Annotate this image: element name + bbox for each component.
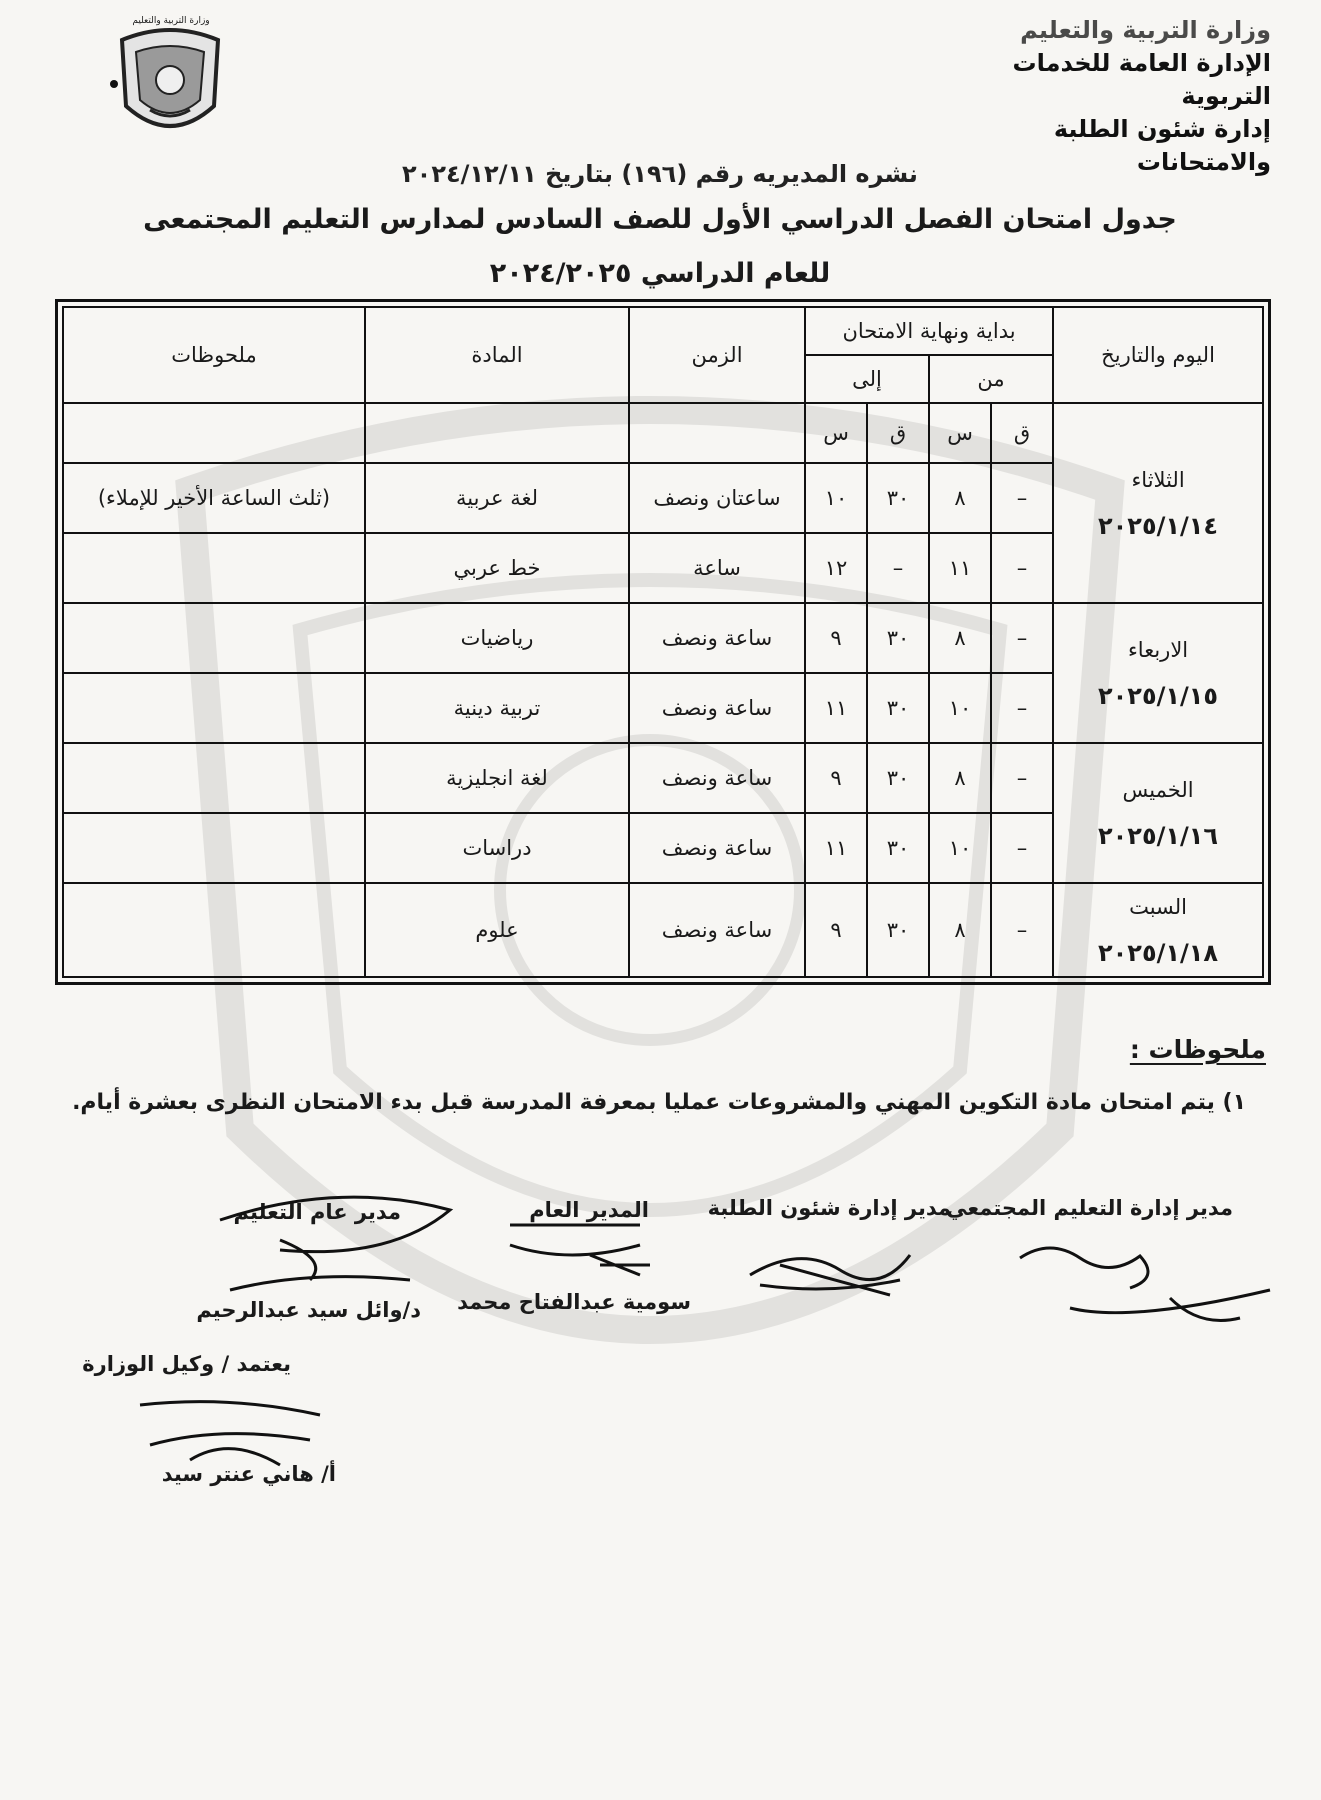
from-minute: – bbox=[991, 603, 1053, 673]
to-hour: ١٢ bbox=[805, 533, 867, 603]
from-minute: – bbox=[991, 813, 1053, 883]
subject-cell: علوم bbox=[365, 883, 629, 977]
note-cell bbox=[63, 883, 365, 977]
subject-cell: لغة عربية bbox=[365, 463, 629, 533]
affairs-director-signature bbox=[740, 1225, 920, 1305]
community-director-signature bbox=[1010, 1228, 1280, 1338]
day-cell bbox=[1053, 883, 1263, 977]
community-director-label: مدير إدارة التعليم المجتمعي bbox=[946, 1196, 1233, 1220]
subject-cell: تربية دينية bbox=[365, 673, 629, 743]
day-date: ٢٠٢٥/١/١٥ bbox=[1098, 682, 1219, 710]
gm-education-name: د/وائل سيد عبدالرحيم bbox=[196, 1298, 421, 1322]
day-date: ٢٠٢٥/١/١٨ bbox=[1098, 939, 1219, 967]
decree-line: نشره المديريه رقم (١٩٦) بتاريخ ٢٠٢٤/١٢/١١ bbox=[402, 160, 918, 188]
table-row bbox=[63, 883, 1263, 977]
from-hour: ٨ bbox=[929, 603, 991, 673]
duration-cell: ساعة ونصف bbox=[629, 603, 805, 673]
to-minute: ٣٠ bbox=[867, 883, 929, 977]
unit-hour: س bbox=[929, 403, 991, 463]
ministry-line-3: إدارة شئون الطلبة والامتحانات bbox=[1053, 115, 1271, 176]
gm-education-title: مدير عام التعليم bbox=[233, 1200, 401, 1224]
note-cell bbox=[63, 673, 365, 743]
general-director-stamp bbox=[490, 1215, 660, 1285]
day-name: الثلاثاء bbox=[1131, 468, 1185, 492]
header-row-1 bbox=[63, 307, 1263, 355]
to-hour: ١١ bbox=[805, 813, 867, 883]
unit-hour: س bbox=[805, 403, 867, 463]
undersecretary-name: أ/ هاني عنتر سيد bbox=[161, 1462, 336, 1486]
header-subject: المادة bbox=[365, 307, 629, 403]
to-hour: ٩ bbox=[805, 603, 867, 673]
day-name: الخميس bbox=[1122, 778, 1194, 802]
unit-minute: ق bbox=[991, 403, 1053, 463]
from-minute: – bbox=[991, 883, 1053, 977]
note-cell bbox=[63, 743, 365, 813]
to-hour: ٩ bbox=[805, 743, 867, 813]
subject-cell: رياضيات bbox=[365, 603, 629, 673]
subject-cell: دراسات bbox=[365, 813, 629, 883]
empty-cell bbox=[629, 403, 805, 463]
note-cell bbox=[63, 533, 365, 603]
to-hour: ٩ bbox=[805, 883, 867, 977]
header-day-date: اليوم والتاريخ bbox=[1053, 307, 1263, 403]
day-date: ٢٠٢٥/١/١٦ bbox=[1098, 822, 1219, 850]
empty-cell bbox=[365, 403, 629, 463]
note-cell: (ثلث الساعة الأخير للإملاء) bbox=[63, 463, 365, 533]
from-hour: ١٠ bbox=[929, 673, 991, 743]
to-minute: ٣٠ bbox=[867, 743, 929, 813]
day-cell bbox=[1053, 403, 1263, 603]
note-cell bbox=[63, 603, 365, 673]
subject-cell: خط عربي bbox=[365, 533, 629, 603]
from-hour: ٨ bbox=[929, 743, 991, 813]
header-duration: الزمن bbox=[629, 307, 805, 403]
empty-cell bbox=[63, 403, 365, 463]
note-item: ١) يتم امتحان مادة التكوين المهني والمشروعات عمليا بمعرفة المدرسة قبل بدء الامتحان النظرى بعشرة أيام. bbox=[72, 1090, 1246, 1115]
note-cell bbox=[63, 813, 365, 883]
to-minute: – bbox=[867, 533, 929, 603]
general-director-name: سومية عبدالفتاح محمد bbox=[457, 1290, 691, 1314]
from-hour: ١١ bbox=[929, 533, 991, 603]
to-minute: ٣٠ bbox=[867, 463, 929, 533]
table-row bbox=[63, 403, 1263, 463]
duration-cell: ساعة ونصف bbox=[629, 883, 805, 977]
subject-cell: لغة انجليزية bbox=[365, 743, 629, 813]
duration-cell: ساعتان ونصف bbox=[629, 463, 805, 533]
to-hour: ١١ bbox=[805, 673, 867, 743]
duration-cell: ساعة ونصف bbox=[629, 743, 805, 813]
from-hour: ١٠ bbox=[929, 813, 991, 883]
day-name: السبت bbox=[1129, 895, 1188, 919]
to-minute: ٣٠ bbox=[867, 813, 929, 883]
academic-year: للعام الدراسي ٢٠٢٤/٢٠٢٥ bbox=[489, 258, 831, 289]
from-hour: ٨ bbox=[929, 463, 991, 533]
ministry-line-1: وزارة التربية والتعليم bbox=[1020, 16, 1271, 44]
table-row bbox=[63, 743, 1263, 813]
day-date: ٢٠٢٥/١/١٤ bbox=[1098, 512, 1219, 540]
to-minute: ٣٠ bbox=[867, 603, 929, 673]
header-from: من bbox=[929, 355, 1053, 403]
logo-caption: وزارة التربية والتعليم bbox=[132, 16, 210, 26]
from-hour: ٨ bbox=[929, 883, 991, 977]
to-minute: ٣٠ bbox=[867, 673, 929, 743]
from-minute: – bbox=[991, 463, 1053, 533]
duration-cell: ساعة bbox=[629, 533, 805, 603]
duration-cell: ساعة ونصف bbox=[629, 673, 805, 743]
from-minute: – bbox=[991, 743, 1053, 813]
ministry-line-2: الإدارة العامة للخدمات التربوية bbox=[1012, 49, 1271, 110]
affairs-director-label: مدير إدارة شئون الطلبة bbox=[707, 1196, 951, 1220]
general-director-title: المدير العام bbox=[529, 1198, 649, 1222]
notes-title: ملحوظات : bbox=[1129, 1035, 1266, 1064]
header-notes: ملحوظات bbox=[63, 307, 365, 403]
day-name: الاربعاء bbox=[1127, 638, 1189, 662]
day-cell bbox=[1053, 743, 1263, 883]
header-start-end: بداية ونهاية الامتحان bbox=[805, 307, 1053, 355]
from-minute: – bbox=[991, 533, 1053, 603]
exam-schedule-table bbox=[62, 306, 1264, 978]
header-to: إلى bbox=[805, 355, 929, 403]
from-minute: – bbox=[991, 673, 1053, 743]
day-cell bbox=[1053, 603, 1263, 743]
ministry-header bbox=[941, 14, 1271, 179]
duration-cell: ساعة ونصف bbox=[629, 813, 805, 883]
to-hour: ١٠ bbox=[805, 463, 867, 533]
approval-label: يعتمد / وكيل الوزارة bbox=[82, 1352, 291, 1376]
ministry-logo bbox=[110, 18, 230, 148]
page-title: جدول امتحان الفصل الدراسي الأول للصف السادس لمدارس التعليم المجتمعى bbox=[143, 204, 1177, 235]
table-row bbox=[63, 603, 1263, 673]
unit-minute: ق bbox=[867, 403, 929, 463]
